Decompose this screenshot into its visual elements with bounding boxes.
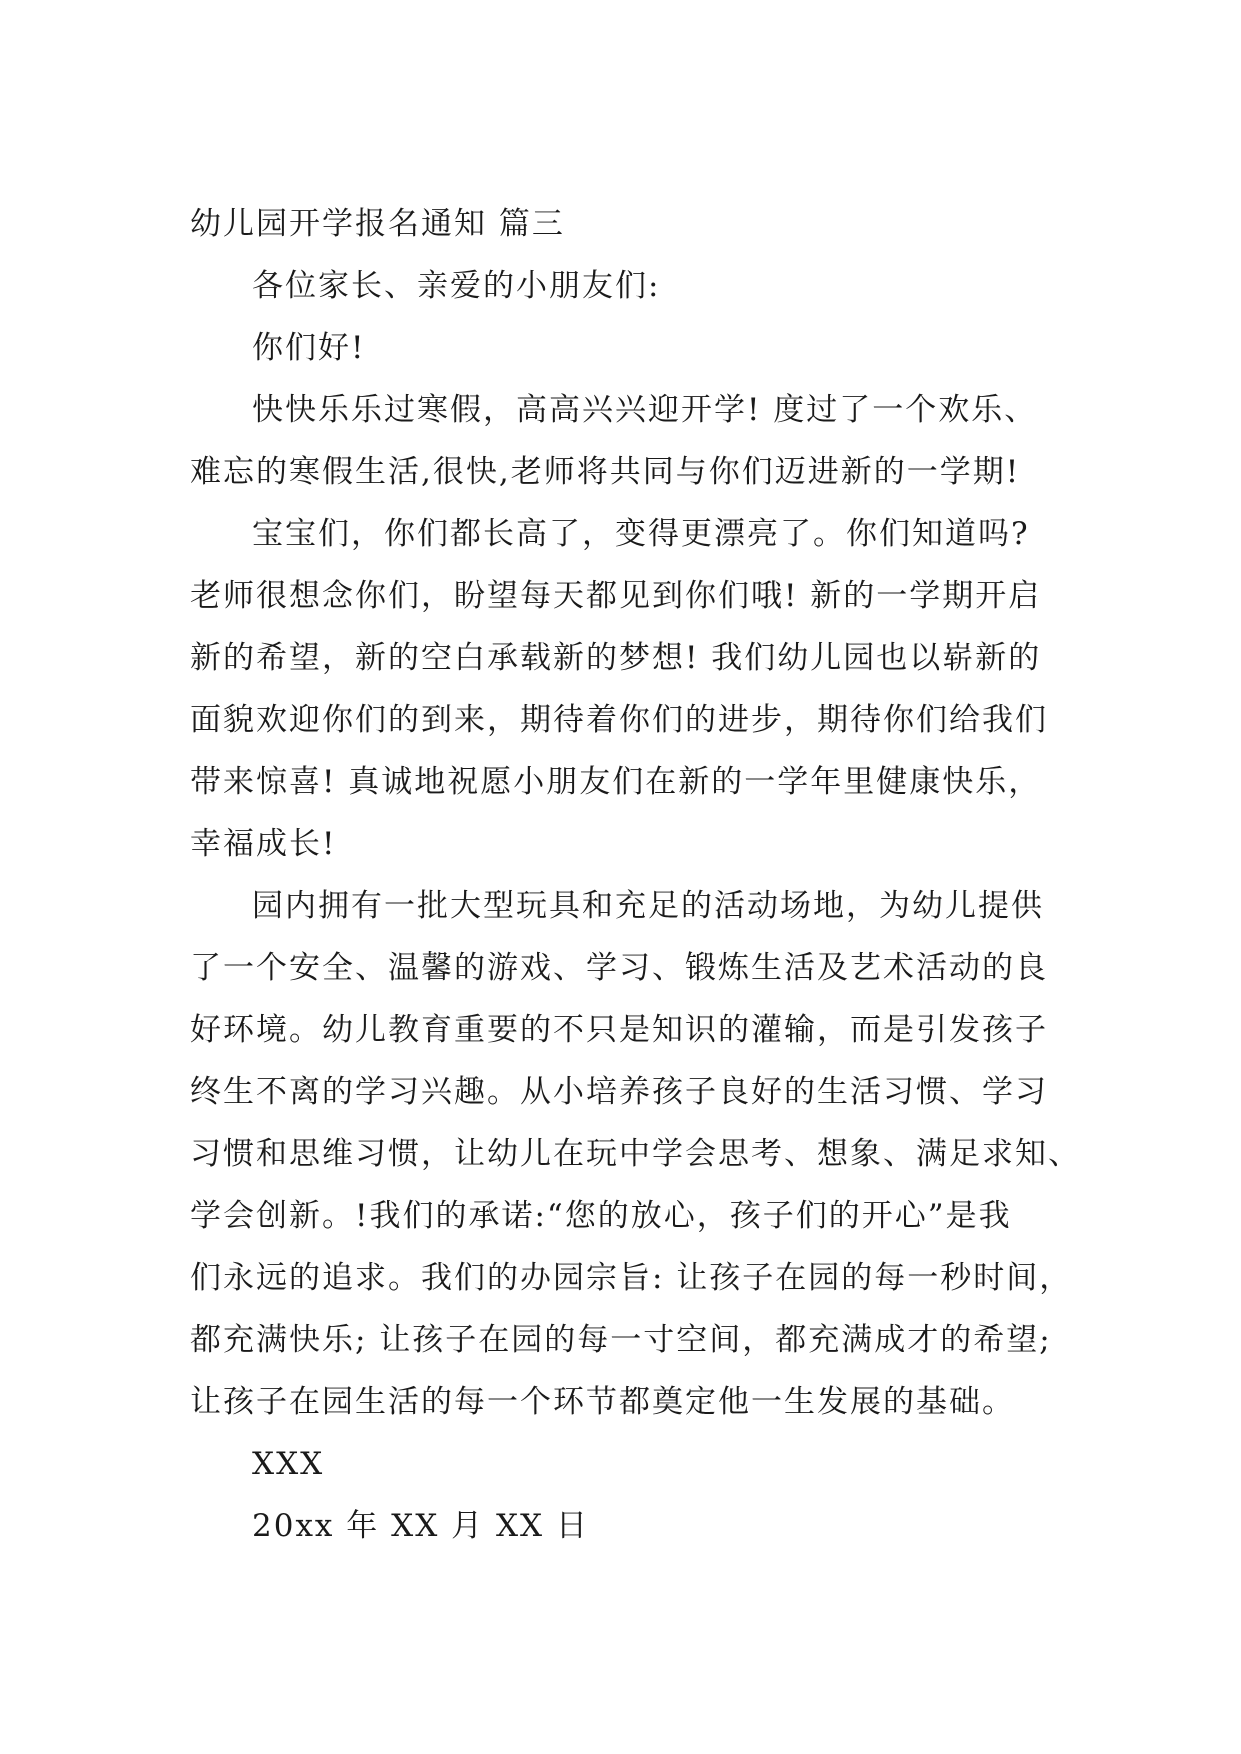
paragraph-line: 习惯和思维习惯，让幼儿在玩中学会思考、想象、满足求知、 [190, 1136, 1081, 1172]
date-line: 20xx 年 XX 月 XX 日 [252, 1508, 589, 1544]
paragraph-line: 难忘的寒假生活,很快,老师将共同与你们迈进新的一学期! [190, 454, 1021, 490]
paragraph-1 [190, 379, 1050, 503]
paragraph-line: 终生不离的学习兴趣。从小培养孩子良好的生活习惯、学习 [190, 1074, 1048, 1110]
paragraph-line: 园内拥有一批大型玩具和充足的活动场地，为幼儿提供 [252, 888, 1044, 924]
paragraph-line: 了一个安全、温馨的游戏、学习、锻炼生活及艺术活动的良 [190, 950, 1048, 986]
paragraph-line: 新的希望，新的空白承载新的梦想! 我们幼儿园也以崭新的 [190, 640, 1042, 676]
paragraph-2 [190, 503, 1050, 875]
paragraph-line: 快快乐乐过寒假，高高兴兴迎开学! 度过了一个欢乐、 [252, 392, 1038, 428]
paragraph-line: 老师很想念你们，盼望每天都见到你们哦! 新的一学期开启 [190, 578, 1042, 614]
greeting-line: 各位家长、亲爱的小朋友们: [252, 268, 661, 304]
paragraph-line: 幸福成长! [190, 826, 337, 862]
document-body [190, 193, 1081, 1557]
paragraph-line: 都充满快乐; 让孩子在园的每一寸空间，都充满成才的希望; [190, 1322, 1052, 1358]
paragraph-line: 们永远的追求。我们的办园宗旨: 让孩子在园的每一秒时间， [190, 1260, 1073, 1296]
signature: XXX [252, 1446, 325, 1482]
paragraph-line: 面貌欢迎你们的到来，期待着你们的进步，期待你们给我们 [190, 702, 1048, 738]
paragraph-3 [190, 875, 1081, 1433]
paragraph-line: 好环境。幼儿教育重要的不只是知识的灌输，而是引发孩子 [190, 1012, 1048, 1048]
paragraph-line: 宝宝们，你们都长高了，变得更漂亮了。你们知道吗? [252, 516, 1030, 552]
paragraph-line: 让孩子在园生活的每一个环节都奠定他一生发展的基础。 [190, 1384, 1015, 1420]
paragraph-line: 学会创新。!我们的承诺:“您的放心，孩子们的开心”是我 [190, 1198, 1012, 1234]
document-title: 幼儿园开学报名通知 篇三 [190, 206, 565, 242]
paragraph-line: 带来惊喜! 真诚地祝愿小朋友们在新的一学年里健康快乐， [190, 764, 1042, 800]
hello-line: 你们好! [252, 330, 366, 366]
